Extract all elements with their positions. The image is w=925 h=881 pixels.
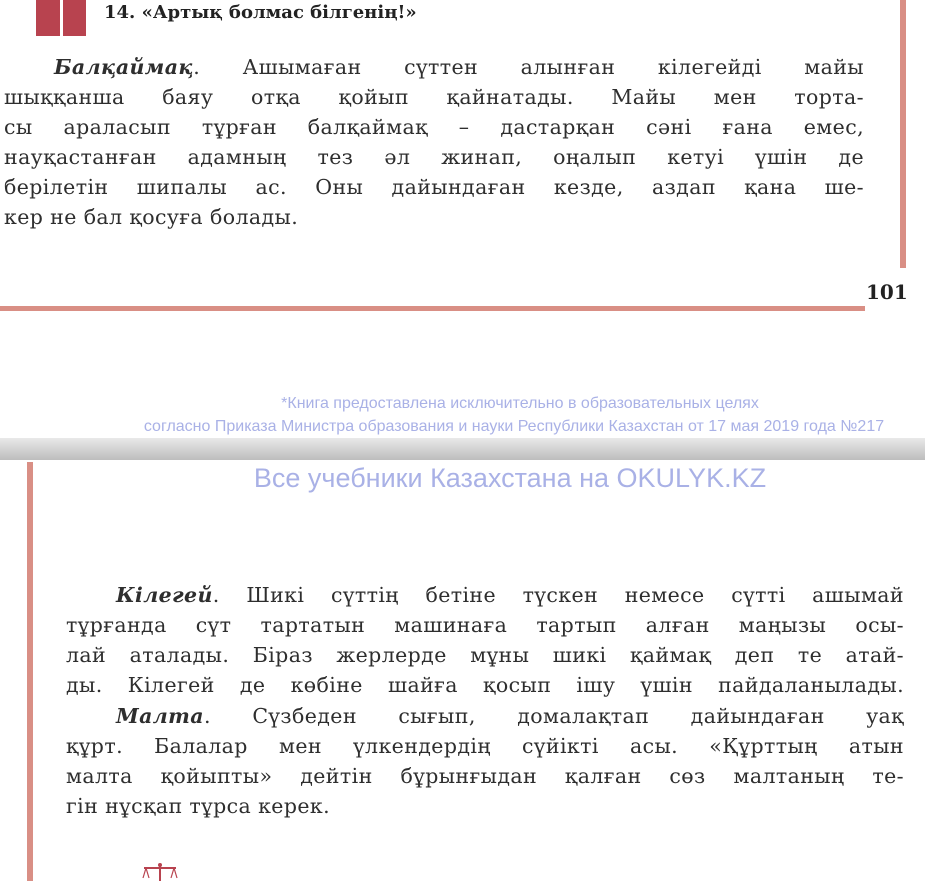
text-line: лай аталады. Біраз жерлерде мұны шикі қаймақ деп те атай-: [66, 643, 904, 667]
text-fragment: . Ашымаған сүттен алынған кілегейді майы: [193, 55, 864, 79]
section-title: 14. «Артық болмас білгенің!»: [104, 2, 417, 23]
text-line: берілетін шипалы ас. Оны дайындаған кезде, аздап қана ше-: [4, 175, 864, 199]
text-line: [66, 580, 904, 610]
text-line: ды. Кілегей де көбіне шайға қосып ішу үшін пайдаланылады.: [66, 673, 904, 697]
scales-emblem-icon: [140, 862, 180, 881]
watermark-line-1: *Книга предоставлена исключительно в образовательных целях: [281, 395, 759, 412]
text-line: [66, 701, 904, 731]
text-line: кер не бал қосуға болады.: [4, 205, 299, 229]
text-line: науқастанған адамның тез әл жинап, оңалып кетуі үшін де: [4, 145, 864, 169]
page-bottom-rule: [0, 306, 865, 311]
term-malta: Малта: [116, 704, 204, 728]
paragraph-balkaimak: [4, 52, 864, 232]
watermark-line-2: согласно Приказа Министра образования и науки Республики Казахстан от 17 мая 2019 года №217: [143, 418, 885, 435]
text-line: құрт. Балалар мен үлкендердің сүйікті асы. «Құрттың атын: [66, 734, 904, 758]
watermark-site-link[interactable]: Все учебники Казахстана на OKULYK.KZ: [253, 463, 767, 493]
text-line: тұрғанда сүт тартатын машинаға тартып алған маңызы осы-: [66, 613, 904, 637]
text-line: гін нұсқап тұрса керек.: [66, 794, 331, 818]
paragraph-kilegei: [66, 580, 904, 700]
text-fragment: . Сүзбеден сығып, домалақтап дайындаған уақ: [203, 704, 904, 728]
text-fragment: . Шикі сүттің бетіне түскен немесе сүтті ашымай: [212, 583, 904, 607]
paragraph-malta: [66, 701, 904, 821]
term-kilegei: Кілегей: [116, 583, 213, 607]
text-line: сы араласып тұрған балқаймақ – дастарқан сәні ғана емес,: [4, 115, 864, 139]
page-margin-rule-right: [900, 0, 906, 268]
text-line: шыққанша баяу отқа қойып қайнатады. Майы мен торта-: [4, 85, 864, 109]
page-separator-band: [0, 438, 925, 460]
text-line: [4, 52, 864, 82]
page-margin-rule-left: [27, 462, 33, 881]
page-number: 101: [866, 280, 908, 304]
text-line: малта қойыпты» дейтін бұрынғыдан қалған сөз малтаның те-: [66, 764, 904, 788]
term-balkaimak: Балқаймақ: [54, 55, 194, 79]
bookmark-icon: [36, 0, 86, 36]
